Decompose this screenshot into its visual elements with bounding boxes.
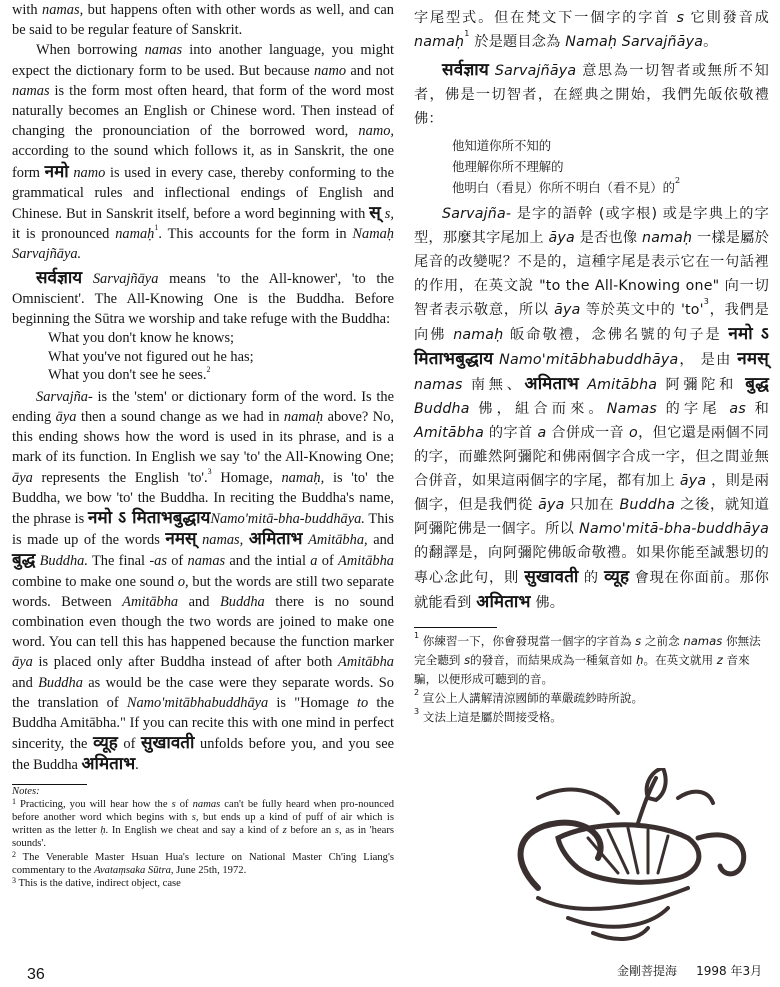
text-run: of (166, 553, 188, 570)
devanagari-word: व्यूह (93, 733, 118, 754)
transliteration: namo (314, 62, 347, 79)
transliteration: Amitābha (338, 553, 395, 570)
text-run: is 'to' the Buddha, we bow 'to' the Buddha. In reciting the Buddha's name, the phrase is (12, 469, 394, 527)
text-run: 的 (578, 570, 605, 586)
devanagari-word: सुखावती (524, 567, 579, 587)
text-run: 的發音，而結果成為一種氣音如 (470, 653, 637, 667)
footnote-ref: 1 (154, 223, 159, 233)
text-run: When borrowing (36, 42, 145, 59)
transliteration: o, (177, 573, 189, 590)
text-run: is "Homage (268, 694, 358, 711)
footer-title: 金剛菩提海 (617, 964, 678, 978)
transliteration: as (729, 401, 746, 417)
lotus-ornament-image (498, 768, 764, 946)
transliteration: āya (55, 408, 77, 425)
devanagari-word: स् (369, 203, 381, 224)
cn-verse (452, 135, 769, 198)
text-run: then a sound change as we had in (76, 408, 284, 425)
text-run: 的翻譯是，向阿彌陀佛皈命敬禮。如果你能至誠懇切的專心念此句，則 (414, 545, 769, 586)
text-run: it is pronounced (12, 226, 116, 243)
transliteration: āya (538, 497, 565, 513)
transliteration: Amitābha (414, 425, 485, 441)
text-run: with (12, 2, 43, 18)
devanagari-word: नमो (44, 161, 69, 182)
transliteration: Buddha (38, 674, 83, 691)
text-run: 合併成一音 (546, 425, 630, 441)
text-run: before an (286, 825, 335, 837)
transliteration: Amitābha, (308, 532, 368, 549)
transliteration: namas (683, 634, 723, 648)
transliteration: Namaḥ Sarvajñāya. (12, 226, 394, 263)
text-run: This is the dative, indirect object, case (16, 878, 181, 890)
devanagari-word: नमस् (165, 529, 197, 550)
devanagari-word: नमो ऽ मिताभबुद्धाय (88, 507, 211, 528)
text-run: 和 (745, 401, 769, 417)
cn-paragraph-3 (414, 202, 769, 615)
transliteration: namas, (42, 2, 84, 18)
text-run: but the words are still two separate words. Between (12, 573, 394, 610)
transliteration: z (716, 653, 723, 667)
text-run: ，但它還是兩個不同的字，而雖然阿彌陀和佛兩個字合成一字，但之間並無合併音，如果這兩個字的字尾，都有加上 (414, 425, 769, 489)
footnote-ref: 2 (12, 849, 16, 859)
devanagari-word: बुद्ध (12, 550, 36, 571)
text-run: and (367, 532, 394, 549)
transliteration: Namas (606, 401, 657, 417)
transliteration: namaḥ, (281, 469, 325, 486)
text-run: 字尾型式。但在梵文下一個字的字首 (414, 10, 677, 26)
text-run: 一樣是屬於尾音的改變呢？不是的，這種字尾是表示它在一句話裡的作用，在英文說 "to the All-Knowing one" 向一切智者表示敬意，所以 (414, 230, 769, 318)
transliteration: āya (679, 473, 707, 489)
text-run: as in 'hears sounds'. (12, 825, 394, 850)
cn-note-3 (414, 708, 769, 727)
transliteration: -as (149, 553, 167, 570)
text-run: 南無、 (462, 377, 525, 393)
transliteration: Sarvajñāya (494, 63, 577, 79)
verse (48, 329, 394, 385)
transliteration: namaḥ (414, 34, 465, 50)
text-run: 。在英文就用 (643, 653, 717, 667)
text-run: 佛。 (530, 595, 565, 611)
transliteration: s (171, 798, 176, 810)
transliteration: Buddha (219, 593, 265, 610)
transliteration: Avataṃsaka Sūtra, (94, 864, 174, 876)
transliteration: Sarvajñāya (92, 270, 159, 287)
cn-notes (414, 632, 769, 727)
cn-verse-line: 他知道你所不知的 (452, 138, 552, 153)
text-run: 是否也像 (574, 230, 642, 246)
text-run: and (12, 674, 39, 691)
text-run: 它則發音成 (684, 10, 769, 26)
text-run: the Buddha Amitābha." If you can recite this with one mind in perfect sincerity, the (12, 694, 394, 753)
transliteration: Amitābha (122, 593, 179, 610)
text-run: 皈命敬禮，念佛名號的句子是 (503, 327, 729, 343)
transliteration: Namo'mitābhabuddhāya (499, 352, 679, 368)
transliteration: Buddha (619, 497, 676, 513)
transliteration: Namo'mitā-bha-buddhāya. (210, 510, 365, 527)
text-run: 文法上這是屬於間接受格。 (419, 710, 562, 724)
devanagari-word: सुखावती (141, 733, 195, 754)
cn-paragraph-2 (414, 58, 769, 131)
transliteration: āya (12, 469, 33, 486)
transliteration: namaḥ (453, 327, 504, 343)
transliteration: namas, (202, 532, 244, 549)
ornament-swirl-right (698, 835, 744, 874)
text-run: above? No, this ending shows how the word is used in its phrase, and is a mark of its function. In English we say 'to' the All-Knowing One; (12, 408, 394, 466)
cn-verse-text: 他明白（看見）你所不明白（看不見）的 (452, 180, 676, 195)
transliteration: s, (334, 825, 342, 837)
text-run: 只加在 (564, 497, 620, 513)
text-run: and not (346, 62, 394, 79)
text-run: 宣公上人講解清涼國師的華嚴疏鈔時所說。 (419, 691, 644, 705)
transliteration: Amitābha (338, 654, 394, 671)
devanagari-word: सर्वज्ञाय (442, 60, 489, 80)
footnote-ref: 3 (703, 297, 710, 306)
text-run: 於是題目念為 (469, 34, 566, 50)
text-run: into another language, you might expect the dictionary form to be used. But because (12, 42, 394, 79)
transliteration: a (537, 425, 547, 441)
text-run: 你練習一下，你會發現當一個字的字首為 (419, 634, 636, 648)
footnote-ref: 1 (12, 796, 16, 806)
transliteration: namo, (358, 123, 394, 140)
text-run: is used in every case, thereby conforming to the grammatical rules and inflectional endings of English and Chinese. But in Sanskrit itself, before a word beginning with (12, 164, 394, 223)
transliteration: namas (187, 553, 226, 570)
paragraph-2 (12, 40, 394, 264)
text-run: there is no sound combination even though the two words are joined to make one word. You can tell this has happened because the function marker (12, 593, 394, 651)
transliteration: namas (144, 42, 183, 59)
footer-date: 1998 年3月 (696, 964, 763, 978)
text-run: . (135, 757, 139, 774)
transliteration: z (282, 825, 287, 837)
text-run: ，我們是向佛 (414, 302, 769, 343)
footnote-ref: 3 (207, 466, 212, 476)
text-run: 。 (703, 34, 718, 50)
notes-title: Notes: (12, 785, 40, 797)
english-column (12, 0, 394, 890)
verse-line (48, 366, 394, 385)
notes (12, 785, 394, 891)
text-run: The Venerable Master Hsuan Hua's lecture on National Master Ch'ing Liang's commentary to the (12, 851, 394, 876)
transliteration: āya (554, 302, 581, 318)
text-run: 的字尾 (657, 401, 730, 417)
cn-note-1 (414, 632, 769, 689)
transliteration: s, (384, 206, 394, 223)
transliteration: namaḥ (283, 408, 324, 425)
transliteration: namas (414, 377, 463, 393)
devanagari-word: अमिताभ (476, 592, 531, 612)
footnote-ref: 1 (464, 29, 470, 38)
text-run: but happens often with other words as well, and can be said to be regular feature of Sanskrit. (12, 2, 394, 39)
transliteration: s (676, 10, 685, 26)
ornament-veins (588, 828, 668, 873)
transliteration: Namaḥ Sarvajñāya (565, 34, 704, 50)
text-run: is the form most often heard, that form of the word most naturally becomes an English or Chinese word. Then instead of changing the pronounciation of the borrowed word, (12, 82, 394, 140)
transliteration: ḥ (636, 653, 644, 667)
text-run: 阿彌陀和 (657, 377, 746, 393)
footnote-ref: 2 (206, 365, 211, 375)
transliteration: s, (191, 812, 199, 824)
text-run (579, 377, 587, 393)
text-run: as would be the case were they separate words. So the translation of (12, 674, 394, 711)
text-run: can't be fully heard when pro-nounced before another word which begins with (12, 798, 394, 824)
transliteration: s (635, 634, 642, 648)
ornament-swirl-left (521, 823, 601, 888)
note-1 (12, 798, 394, 851)
devanagari-word: अमिताभ (248, 529, 303, 550)
paragraph-1 (12, 0, 394, 40)
text-run: 你無法完全聽到 (414, 634, 761, 667)
text-run: of (317, 553, 339, 570)
text-run: 音來騙，以便形成可聽到的音。 (414, 653, 750, 686)
text-run: means 'to the All-knower', 'to the Omniscient'. The All-Knowing One is the Buddha. Before beginning the Sūtra we worship and take refuge with the Buddha: (12, 270, 394, 328)
text-run: This is made up of the words (12, 510, 395, 549)
text-run (82, 271, 93, 287)
verse-line: What you don't know he knows; (48, 330, 235, 347)
footnote-ref: 3 (12, 876, 16, 886)
cn-verse-line (452, 177, 769, 198)
devanagari-word: नमो ऽ मिताभबुद्धाय (414, 324, 769, 369)
text-run: 佛，組合而來。 (469, 401, 607, 417)
text-run: unfolds before you, and you see the Buddha (12, 736, 394, 774)
text-run: is placed only after Buddha instead of after both (32, 654, 339, 671)
text-run: combine to make one sound (12, 573, 178, 590)
devanagari-word: नमस् (737, 349, 769, 369)
transliteration: Sarvajña- (36, 388, 93, 405)
devanagari-word: व्यूह (604, 567, 630, 587)
text-run: ， 是由 (678, 352, 738, 368)
text-run: but ends up a kind of puff of air which is written as the letter (12, 812, 394, 837)
text-run: 等於英文中的 'to' (580, 302, 704, 318)
transliteration: āya (12, 654, 33, 671)
text-run: 是字的語幹 (或字根) 或是字典上的字型，那麼其字尾加上 (414, 206, 769, 246)
text-run: The final (87, 553, 150, 570)
text-run: according to the sound which follows it, as in Sanskrit, the one form (12, 143, 394, 181)
text-run: represents the English 'to'. (32, 469, 208, 486)
ornament-wave-top (538, 790, 713, 813)
text-run: of (175, 798, 193, 810)
transliteration: to (357, 694, 369, 711)
footnote-ref: 1 (414, 631, 420, 640)
cn-paragraph-1 (414, 6, 769, 54)
text-run: 之後，就知道阿彌陀佛是一個字。所以 (414, 497, 769, 537)
transliteration: s (464, 653, 471, 667)
text-run: 意思為一切智者或無所不知者，佛是一切智者，在經典之開始，我們先皈依敬禮佛： (414, 63, 769, 127)
footnote-ref: 3 (414, 707, 420, 716)
transliteration: o (629, 425, 638, 441)
cn-notes-divider (414, 627, 497, 628)
text-run: ，則是兩個字，但是我們從 (414, 473, 770, 513)
text-run: of (117, 736, 142, 753)
devanagari-word: अमिताभ (524, 374, 579, 394)
text-run: Practicing, you will hear how the (16, 798, 172, 810)
transliteration: Amitābha (587, 377, 658, 393)
verse-line: What you've not figured out he has; (48, 348, 254, 365)
note-2 (12, 851, 394, 877)
transliteration: ḥ (100, 825, 106, 837)
text-run: and the intial (225, 553, 311, 570)
transliteration: namas (12, 82, 50, 99)
text-run: is the 'stem' or dictionary form of the word. Is the ending (12, 388, 394, 425)
text-run: and (178, 593, 220, 610)
text-run: Homage, (211, 469, 282, 486)
paragraph-3 (12, 268, 394, 330)
transliteration: Namo'mitā-bha-buddhāya (579, 521, 769, 537)
cn-note-2 (414, 689, 769, 708)
transliteration: Buddha. (39, 553, 88, 570)
text-run: 的字首 (484, 425, 538, 441)
text-run: 之前念 (641, 634, 684, 648)
devanagari-word: सर्वज्ञाय (36, 267, 83, 288)
transliteration: a (310, 553, 318, 570)
transliteration: Sarvajña- (442, 206, 512, 222)
transliteration: namaḥ (115, 226, 155, 243)
cn-verse-line: 他理解你所不理解的 (452, 159, 564, 174)
text-run: . This accounts for the form in (158, 226, 353, 243)
chinese-column (414, 6, 769, 727)
text-run: June 25th, 1972. (173, 864, 247, 876)
devanagari-word: अमिताभ (81, 754, 136, 775)
text-run: . In English we cheat and say a kind of (105, 825, 283, 837)
page-number: 36 (27, 966, 45, 983)
note-3 (12, 877, 394, 890)
transliteration: āya (548, 230, 575, 246)
footnote-ref: 2 (414, 688, 420, 697)
footer-publication (617, 962, 762, 979)
footnote-ref: 2 (675, 176, 681, 185)
transliteration: namo (73, 164, 106, 181)
transliteration: Namo'mitābhabuddhāya (126, 694, 269, 711)
transliteration: namas (192, 798, 221, 810)
verse-line-text: What you don't see he sees. (48, 367, 207, 384)
transliteration: Buddha (414, 401, 470, 417)
devanagari-word: बुद्ध (745, 374, 769, 394)
text-run: 會現在你面前。那你就能看到 (414, 570, 769, 611)
transliteration: namaḥ (642, 230, 693, 246)
ornament-wave-bottom (538, 888, 688, 939)
paragraph-4 (12, 387, 394, 776)
